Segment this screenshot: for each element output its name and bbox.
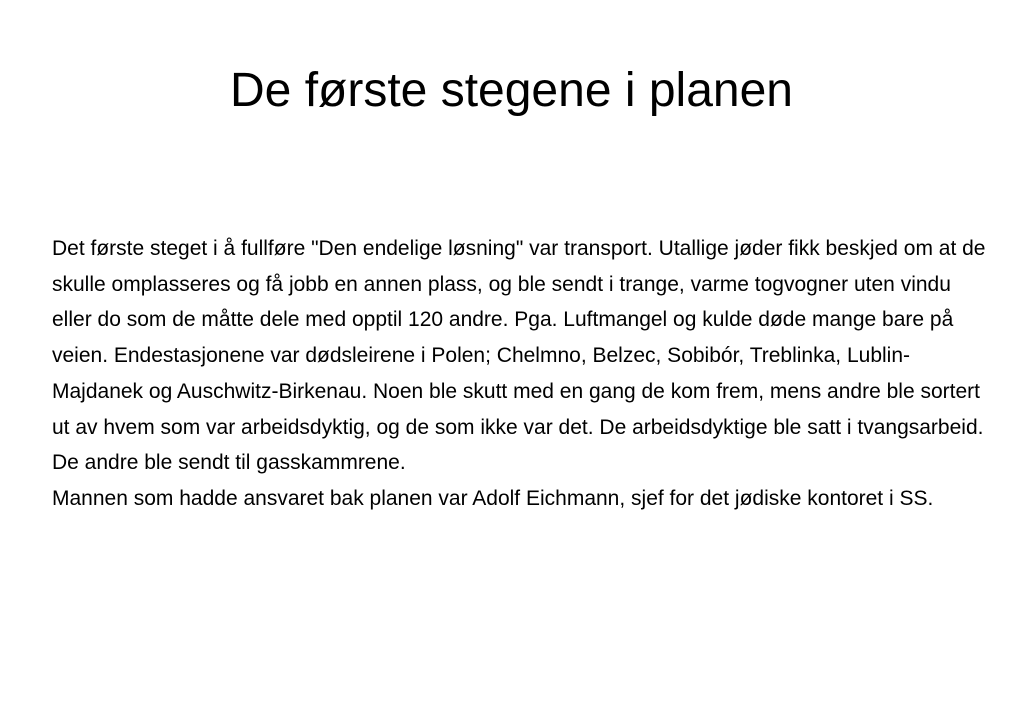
- slide-body: [52, 231, 992, 517]
- body-paragraph-eichmann: Mannen som hadde ansvaret bak planen var Adolf Eichmann, sjef for det jødiske kontoret i SS.: [52, 486, 934, 510]
- body-paragraph-transport: Det første steget i å fullføre "Den endelige løsning" var transport. Utallige jøder fikk beskjed om at de skulle omplasseres og få jobb en annen plass, og ble sendt i trange, varme togvogner uten vindu eller do som de måtte dele med opptil 120 andre. Pga. Luftmangel og kulde døde mange bare på veien. Endestasjonene var dødsleirene i Polen; Chelmno, Belzec, Sobibór, Treblinka, Lublin-Majdanek og Auschwitz-Birkenau. Noen ble skutt med en gang de kom frem, mens andre ble sortert ut av hvem som var arbeidsdyktig, og de som ikke var det. De arbeidsdyktige ble satt i tvangsarbeid. De andre ble sendt til gasskammrene.: [52, 237, 986, 475]
- slide-title: De første stegene i planen: [230, 64, 793, 117]
